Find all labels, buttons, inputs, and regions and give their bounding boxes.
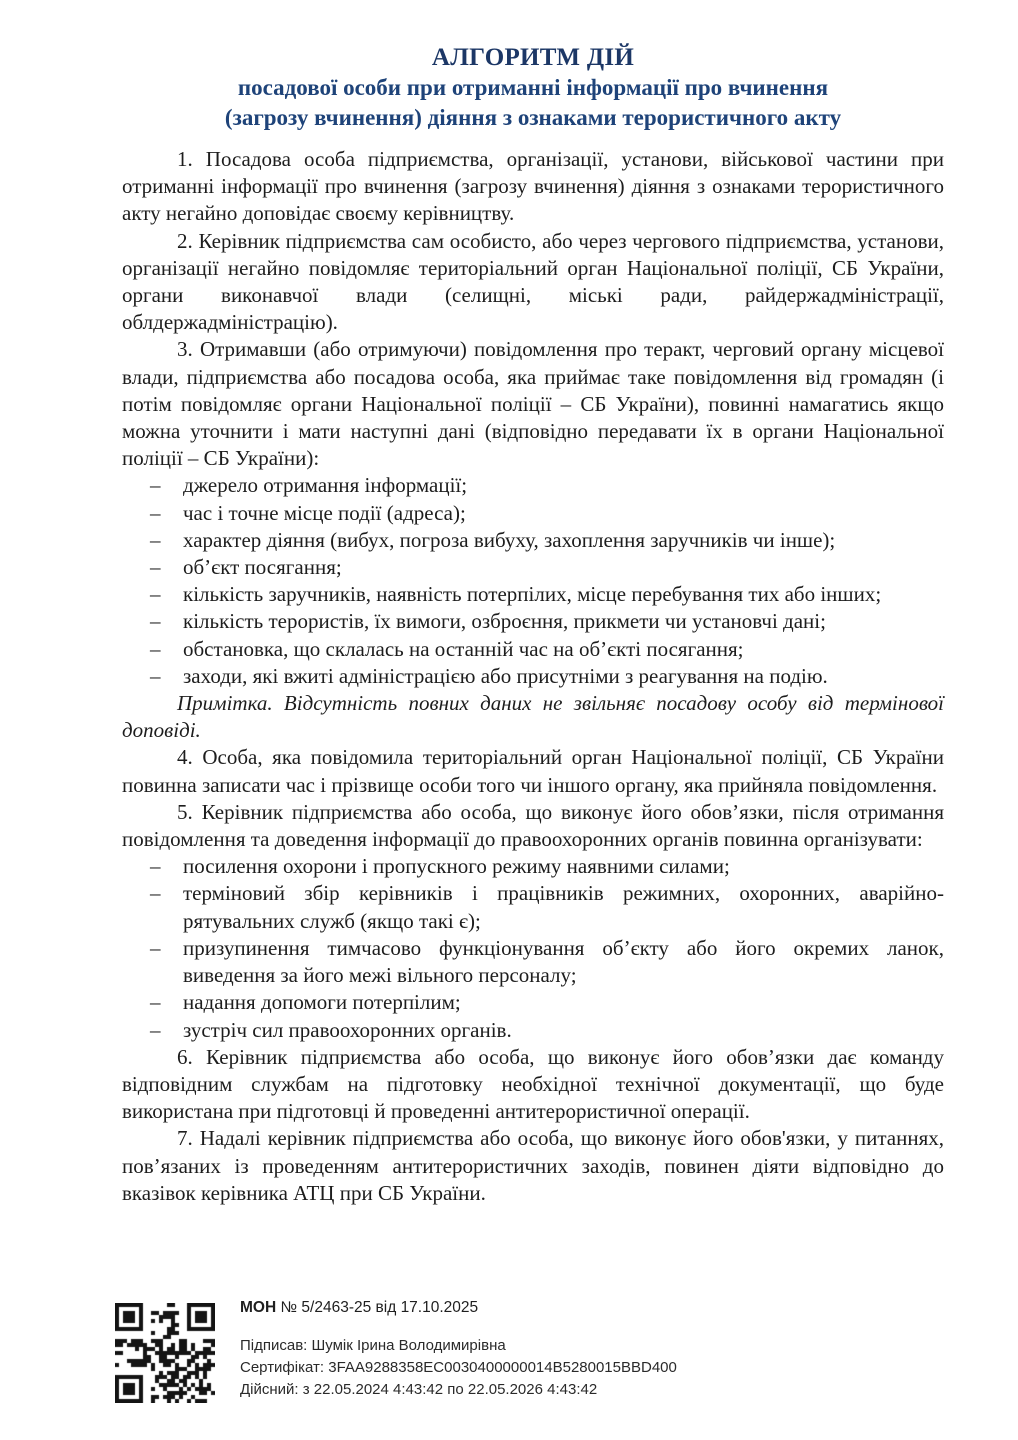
list-item: [122, 527, 944, 554]
required-data-list: [122, 472, 944, 690]
stamp-doc-number: [240, 1299, 478, 1317]
list-item: [122, 581, 944, 608]
list-item-text: обстановка, що склалась на останній час на об’єкті посягання;: [183, 636, 744, 661]
list-item: [122, 663, 944, 690]
dash-marker: –: [150, 609, 161, 634]
dash-marker: –: [150, 663, 161, 688]
stamp-meta: [240, 1335, 677, 1401]
dash-marker: –: [150, 1017, 161, 1042]
stamp-number: № 5/2463-25 від 17.10.2025: [280, 1299, 479, 1316]
dash-marker: –: [150, 582, 161, 607]
list-item-text: джерело отримання інформації;: [183, 473, 468, 498]
dash-marker: –: [150, 500, 161, 525]
list-item-text: зустріч сил правоохоронних органів.: [183, 1017, 512, 1042]
list-item: [122, 636, 944, 663]
stamp-signer: Підписав: Шумік Ірина Володимирівна: [240, 1337, 506, 1354]
dash-marker: –: [150, 527, 161, 552]
dash-marker: –: [150, 990, 161, 1015]
document-content: [122, 42, 944, 1207]
stamp-org: МОН: [240, 1299, 277, 1316]
dash-marker: –: [150, 935, 161, 960]
dash-marker: –: [150, 881, 161, 906]
list-item: [122, 500, 944, 527]
dash-marker: –: [150, 636, 161, 661]
list-item-text: заходи, які вжиті адміністрацією або присутніми з реагування на подію.: [183, 663, 828, 688]
stamp-certificate: Сертифікат: 3FAA9288358EC0030400000014B5280015BBD400: [240, 1359, 677, 1376]
paragraph-5: 5. Керівник підприємства або особа, що виконує його обов’язки, після отримання повідомлення та доведення інформації до правоохоронних органів повинна організувати:: [122, 799, 944, 852]
list-item-text: посилення охорони і пропускного режиму наявними силами;: [183, 854, 730, 879]
list-item-text: кількість заручників, наявність потерпілих, місце перебування тих або інших;: [183, 582, 882, 607]
list-item: [122, 554, 944, 581]
list-item-text: характер діяння (вибух, погроза вибуху, захоплення заручників чи інше);: [183, 527, 836, 552]
subtitle-line: (загрозу вчинення) діяння з ознаками терористичного акту: [224, 105, 842, 130]
dash-marker: –: [150, 854, 161, 879]
list-item-text: терміновий збір керівників і працівників режимних, охоронних, аварійно-рятувальних служб (якщо такі є);: [183, 881, 944, 933]
paragraph-6: 6. Керівник підприємства або особа, що виконує його обов’язки дає команду відповідним службам на підготовку необхідної технічної документації, що буде використана при підготовці й проведенні антитерористичної операції.: [122, 1044, 944, 1124]
list-item-text: призупинення тимчасово функціонування об’єкту або його окремих ланок, виведення за його межі вільного персоналу;: [183, 935, 944, 988]
paragraph-1: 1. Посадова особа підприємства, організації, установи, військової частини при отриманні інформації про вчинення (загрозу вчинення) діяння з ознаками терористичного акту негайно доповідає своєму керівництву.: [122, 147, 944, 226]
list-item-text: об’єкт посягання;: [183, 555, 342, 580]
list-item: [122, 608, 944, 635]
page-title: АЛГОРИТМ ДІЙ: [431, 44, 635, 71]
qr-code-icon: [115, 1303, 215, 1403]
list-item: [122, 935, 944, 989]
paragraph-2: 2. Керівник підприємства сам особисто, або через чергового підприємства, установи, організації негайно повідомляє територіальний орган Національної поліції, СБ України, органи виконавчої влади (селищні, міські ради, райдержадміністрації, облдержадміністрацію).: [122, 228, 944, 335]
list-item-text: надання допомоги потерпілим;: [183, 990, 461, 1015]
page-subtitle: [122, 73, 944, 133]
paragraph-3: 3. Отримавши (або отримуючи) повідомлення про теракт, черговий органу місцевої влади, підприємства або посадова особа, яка приймає таке повідомлення від громадян (і потім повідомляє органи Національної поліції – СБ України), повинні намагатись якщо можна уточнити і мати наступні дані (відповідно передавати їх в органи Національної поліції – СБ України):: [122, 337, 944, 471]
list-item: [122, 880, 944, 934]
list-item: [122, 853, 944, 880]
dash-marker: –: [150, 473, 161, 498]
stamp-validity: Дійсний: з 22.05.2024 4:43:42 по 22.05.2026 4:43:42: [240, 1381, 598, 1398]
note-paragraph: Примітка. Відсутність повних даних не звільняє посадову особу від термінової доповіді.: [122, 691, 944, 743]
list-item-text: кількість терористів, їх вимоги, озброєння, прикмети чи установчі дані;: [183, 609, 826, 634]
list-item: [122, 472, 944, 499]
list-item: [122, 1017, 944, 1044]
organize-actions-list: [122, 853, 944, 1043]
list-item-text: час і точне місце події (адреса);: [183, 500, 466, 525]
list-item: [122, 989, 944, 1016]
signature-stamp: [104, 1298, 688, 1440]
paragraph-7: 7. Надалі керівник підприємства або особа, що виконує його обов'язки, у питаннях, пов’язаних із проведенням антитерористичних заходів, повинен діяти відповідно до вказівок керівника АТЦ при СБ України.: [122, 1126, 944, 1205]
subtitle-line: посадової особи при отриманні інформації про вчинення: [237, 75, 829, 100]
dash-marker: –: [150, 555, 161, 580]
paragraph-4: 4. Особа, яка повідомила територіальний орган Національної поліції, СБ України повинна записати час і прізвище особи того чи іншого органу, яка прийняла повідомлення.: [122, 745, 944, 797]
